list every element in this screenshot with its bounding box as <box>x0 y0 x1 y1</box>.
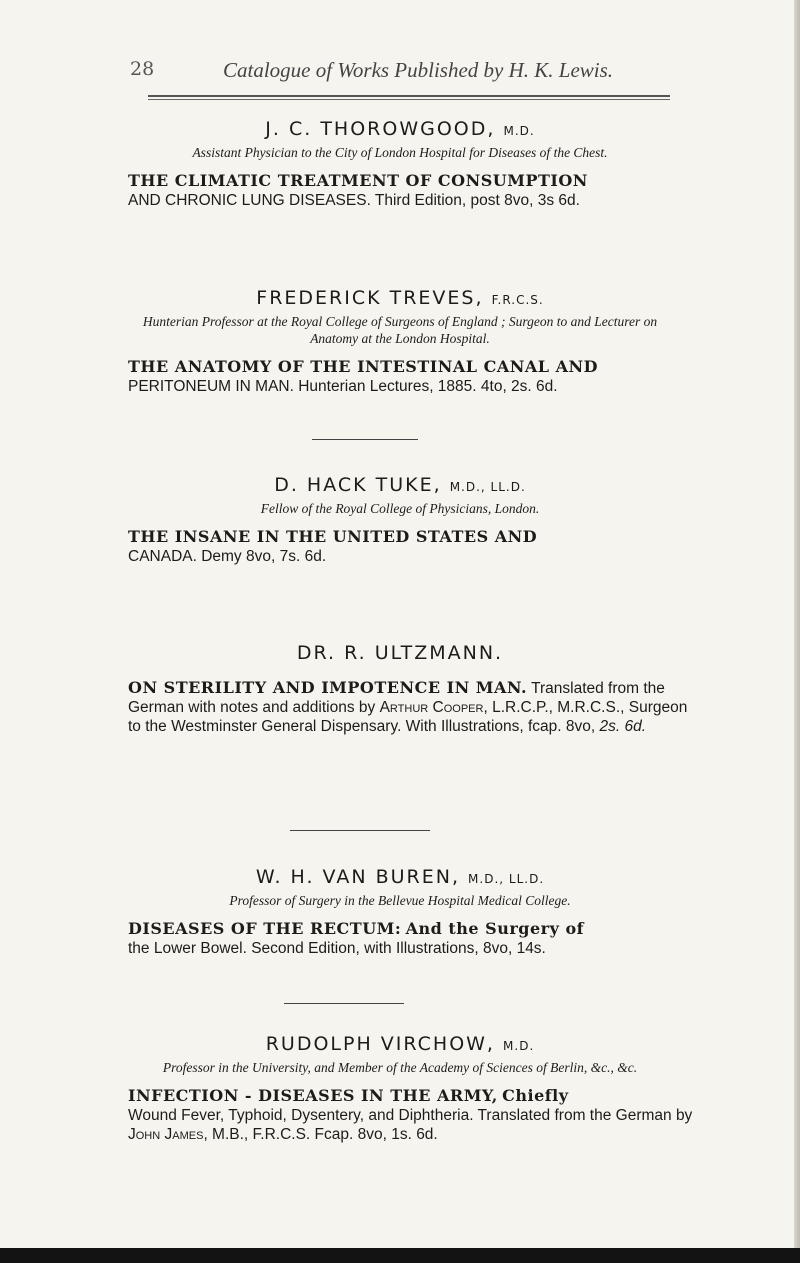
author-degree: M.D. <box>503 124 535 138</box>
author-degree: M.D., LL.D. <box>468 872 545 886</box>
book-description: CANADA. Demy 8vo, 7s. 6d. <box>128 548 327 565</box>
author-affiliation: Hunterian Professor at the Royal College of Surgeons of England ; Surgeon to and Lecturer on Anatomy at the London Hospital. <box>142 314 658 346</box>
author-degree: F.R.C.S. <box>491 293 544 307</box>
header-rule-thin <box>148 99 670 100</box>
author-name: W. H. VAN BUREN, M.D., LL.D. <box>255 866 545 888</box>
book-description: Translated from the German with notes and additions by <box>128 680 665 716</box>
book-description: PERITONEUM IN MAN. Hunterian Lectures, 1885. 4to, 2s. 6d. <box>128 378 558 395</box>
book-listing <box>128 171 704 210</box>
catalogue-entry-treves <box>0 287 800 396</box>
book-description: the Lower Bowel. Second Edition, with Illustrations, 8vo, 14s. <box>128 940 546 957</box>
page-number: 28 <box>130 58 155 80</box>
author-name: DR. R. ULTZMANN. <box>296 642 504 664</box>
author-name: RUDOLPH VIRCHOW, M.D. <box>265 1033 535 1055</box>
book-description-cont: , M.B., F.R.C.S. Fcap. 8vo, 1s. 6d. <box>203 1126 438 1143</box>
book-title: THE ANATOMY OF THE INTESTINAL CANAL AND <box>128 357 599 376</box>
book-listing <box>128 1086 704 1144</box>
translator-name: Arthur Cooper <box>379 699 484 716</box>
catalogue-entry-tuke <box>0 474 800 566</box>
book-listing <box>128 919 704 958</box>
book-title: ON STERILITY AND IMPOTENCE IN MAN. <box>128 678 528 697</box>
book-title: THE CLIMATIC TREATMENT OF CONSUMPTION <box>128 171 588 190</box>
author-name: J. C. THOROWGOOD, M.D. <box>265 118 535 140</box>
catalogue-entry-thorowgood <box>0 118 800 210</box>
author-degree: M.D. <box>503 1039 535 1053</box>
author-affiliation: Fellow of the Royal College of Physicians, London. <box>260 501 540 516</box>
book-listing <box>128 678 704 736</box>
header-rule <box>148 95 670 97</box>
book-description: Wound Fever, Typhoid, Dysentery, and Diphtheria. Translated from the German by <box>128 1107 693 1124</box>
book-title: INFECTION - DISEASES IN THE ARMY, <box>128 1086 498 1105</box>
book-price: 2s. 6d. <box>599 718 647 735</box>
catalogue-entry-virchow <box>0 1033 800 1144</box>
author-affiliation: Assistant Physician to the City of London Hospital for Diseases of the Chest. <box>192 145 608 160</box>
book-subtitle: Chiefly <box>502 1086 569 1105</box>
catalogue-entry-ultzmann <box>0 642 800 736</box>
catalogue-entry-van-buren <box>0 866 800 958</box>
bottom-border <box>0 1248 800 1263</box>
book-listing <box>128 357 704 396</box>
section-divider <box>284 1003 404 1004</box>
book-title: THE INSANE IN THE UNITED STATES AND <box>128 527 538 546</box>
book-subtitle: And the Surgery of <box>405 919 584 938</box>
section-divider <box>312 439 418 440</box>
book-title: DISEASES OF THE RECTUM: <box>128 919 402 938</box>
author-affiliation: Professor of Surgery in the Bellevue Hospital Medical College. <box>229 893 571 908</box>
translator-name: John James <box>128 1126 204 1143</box>
book-description-cont: , L.R.C.P., M.R.C.S., Surgeon to the Westminster General Dispensary. With Illustrations, fcap. 8vo, <box>128 699 688 735</box>
section-divider <box>290 830 430 831</box>
catalogue-title: Catalogue of Works Published by H. K. Lewis. <box>223 58 614 82</box>
book-description: AND CHRONIC LUNG DISEASES. Third Edition, post 8vo, 3s 6d. <box>128 192 580 209</box>
author-degree: M.D., LL.D. <box>449 480 526 494</box>
book-listing <box>128 527 704 566</box>
author-affiliation: Professor in the University, and Member of the Academy of Sciences of Berlin, &c., &c. <box>162 1060 638 1075</box>
author-name: FREDERICK TREVES, F.R.C.S. <box>256 287 544 309</box>
running-head <box>130 58 730 86</box>
author-name: D. HACK TUKE, M.D., LL.D. <box>274 474 526 496</box>
